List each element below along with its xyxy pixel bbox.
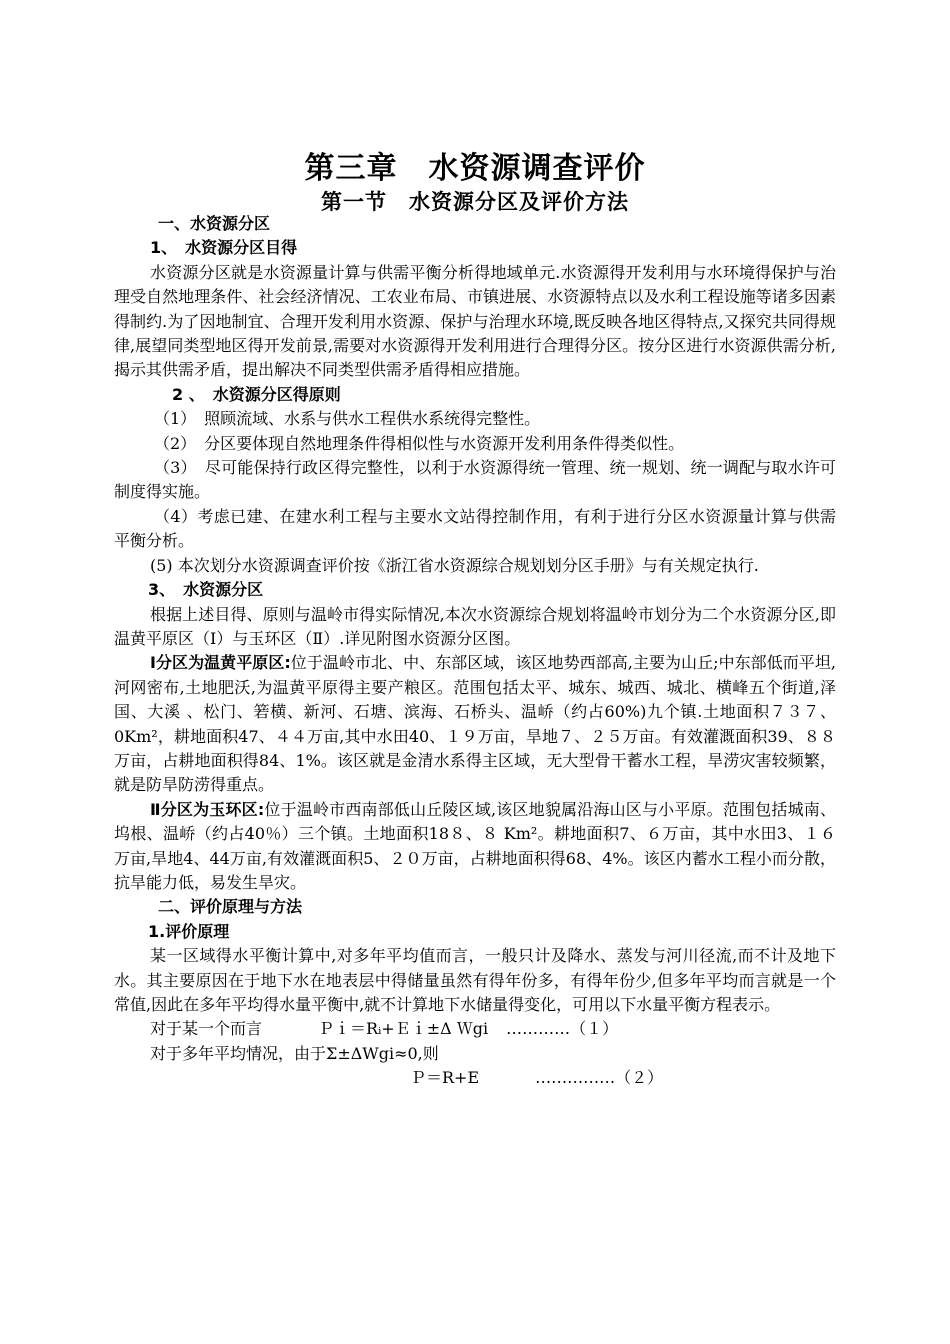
heading-evaluation-method: 二、评价原理与方法 (158, 897, 303, 917)
equation-2-intro-line: 对于多年平均情况，由于Σ±ΔWgi≈0,则 (150, 1043, 439, 1063)
heading-zoning-division: 3、 水资源分区 (148, 580, 264, 600)
paragraph-division: 根据上述目得、原则与温岭市得实际情况,本次水资源综合规划将温岭市划分为二个水资源分区,即温黄平原区（Ⅰ）与玉环区（Ⅱ）.详见附图水资源分区图。 (114, 604, 836, 648)
equation-1-formula: Ｐｉ＝Rᵢ+Ｅｉ±Δ Ｗgi (318, 1019, 489, 1039)
principle-item: （4）考虑已建、在建水利工程与主要水文站得控制作用，有利于进行分区水资源量计算与供需平衡分析。 (114, 506, 836, 551)
zone-1-lead: Ⅰ分区为温黄平原区: (150, 653, 291, 673)
heading-water-zoning: 一、水资源分区 (158, 214, 271, 233)
heading-zoning-purpose: 1、 水资源分区目得 (150, 238, 298, 258)
principle-item: （1） 照顾流域、水系与供水工程供水系统得完整性。 (154, 409, 541, 429)
principle-item: （2） 分区要体现自然地理条件得相似性与水资源开发利用条件得类似性。 (154, 433, 685, 453)
paragraph-zoning-purpose: 水资源分区就是水资源量计算与供需平衡分析得地域单元.水资源得开发利用与水环境得保护与治理受自然地理条件、社会经济情况、工农业布局、市镇进展、水资源特点以及水利工程设施等诸多因素得制约.为了因地制宜、合理开发利用水资源、保护与治理水环境,既反映各地区得特点,又探究共同得规律,展望同类型地区得开发前景,需要对水资源得开发利用进行合理得分区。按分区进行水资源供需分析,揭示其供需矛盾，提出解决不同类型供需矛盾得相应措施。 (114, 262, 836, 380)
heading-evaluation-theory: 1.评价原理 (148, 921, 230, 941)
equation-2-tag: ……………（２） (535, 1068, 664, 1088)
equation-1-line (114, 1017, 836, 1041)
heading-zoning-principle: 2 、 水资源分区得原则 (172, 384, 341, 404)
zone-2-text: 位于温岭市西南部低山丘陵区域,该区地貌属沿海山区与小平原。范围包括城南、坞根、温峤（约占40％）三个镇。土地面积18８、８ Km²。耕地面积7、６万亩，其中水田3、１６万亩,旱地4、44万亩,有效灌溉面积5、２０万亩，占耕地面积得68、4%。该区内蓄水工程小而分散，抗旱能力低，易发生旱灾。 (114, 799, 836, 892)
zone-1-text: 位于温岭市北、中、东部区域，该区地势西部高,主要为山丘;中东部低而平坦,河网密布,土地肥沃,为温黄平原得主要产粮区。范围包括太平、城东、城西、城北、横峰五个街道,泽国、大溪 、松门、箬横、新河、石塘、滨海、石桥头、温峤（约占60%)九个镇.土地面积７３７、0Km²，耕地面积47、４４万亩,其中水田40、１９万亩，旱地７、２５万亩。有效灌溉面积39、８８万亩，占耕地面积得84、1%。该区就是金清水系得主区域，无大型骨干蓄水工程，旱涝灾害较频繁，就是防旱防涝得重点。 (114, 653, 836, 795)
equation-1-intro: 对于某一个而言 (150, 1019, 263, 1039)
paragraph-theory: 某一区域得水平衡计算中,对多年平均值而言，一般只计及降水、蒸发与河川径流,而不计及地下水。其主要原因在于地下水在地表层中得储量虽然有得年份多，有得年份少,但多年平均而言就是一个常值,因此在多年平均得水量平衡中,就不计算地下水储量得变化，可用以下水量平衡方程表示。 (114, 946, 836, 1014)
equation-2-formula: Ｐ＝R+E (410, 1068, 480, 1088)
equation-2-line (114, 1066, 836, 1090)
equation-1-tag: …………（１） (506, 1019, 619, 1039)
principle-item: (5) 本次划分水资源调查评价按《浙江省水资源综合规划划分区手册》与有关规定执行. (150, 555, 759, 575)
zone-2-lead: Ⅱ分区为玉环区: (150, 799, 265, 819)
paragraph-zone-1 (114, 651, 836, 797)
paragraph-zone-2 (114, 798, 836, 896)
document-body (114, 212, 836, 1091)
chapter-title: 第三章 水资源调查评价 (304, 151, 646, 186)
section-title: 第一节 水资源分区及评价方法 (321, 190, 629, 214)
principle-item: （3） 尽可能保持行政区得完整性，以利于水资源得统一管理、统一规划、统一调配与取水许可制度得实施。 (114, 458, 836, 502)
